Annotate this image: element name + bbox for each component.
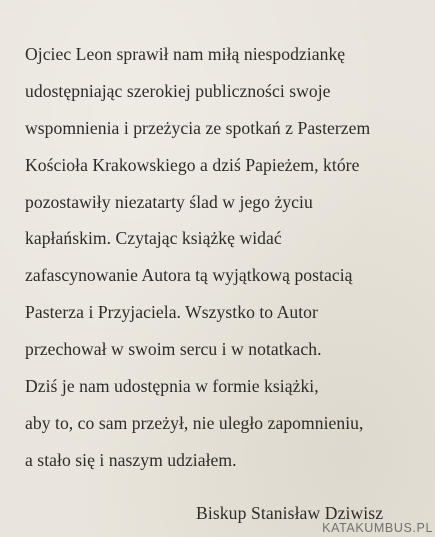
text-line: Kościoła Krakowskiego a dziś Papieżem, które [25, 154, 360, 175]
text-line: Dziś je nam udostępnia w formie książki, [25, 376, 319, 397]
text-line: przechował w swoim sercu i w notatkach. [25, 339, 322, 360]
text-line: Pasterza i Przyjaciela. Wszystko to Autor [25, 302, 318, 323]
signature: Biskup Stanisław Dziwisz [196, 503, 384, 523]
text-line: kapłańskim. Czytając książkę widać [25, 228, 282, 249]
text-line: udostępniając szerokiej publiczności swoje [25, 80, 331, 101]
text-line: Ojciec Leon sprawił nam miłą niespodziankę [25, 44, 346, 64]
text-line: a stało się i naszym udziałem. [25, 449, 237, 470]
text-line: pozostawiły niezatarty ślad w jego życiu [25, 191, 313, 212]
watermark: KATAKUMBUS.PL [322, 521, 433, 535]
body-text [25, 36, 430, 479]
text-line: aby to, co sam przeżył, nie uległo zapomnieniu, [25, 412, 364, 433]
text-line: wspomnienia i przeżycia ze spotkań z Pasterzem [25, 117, 371, 138]
text-line: zafascynowanie Autora tą wyjątkową postacią [25, 265, 353, 286]
